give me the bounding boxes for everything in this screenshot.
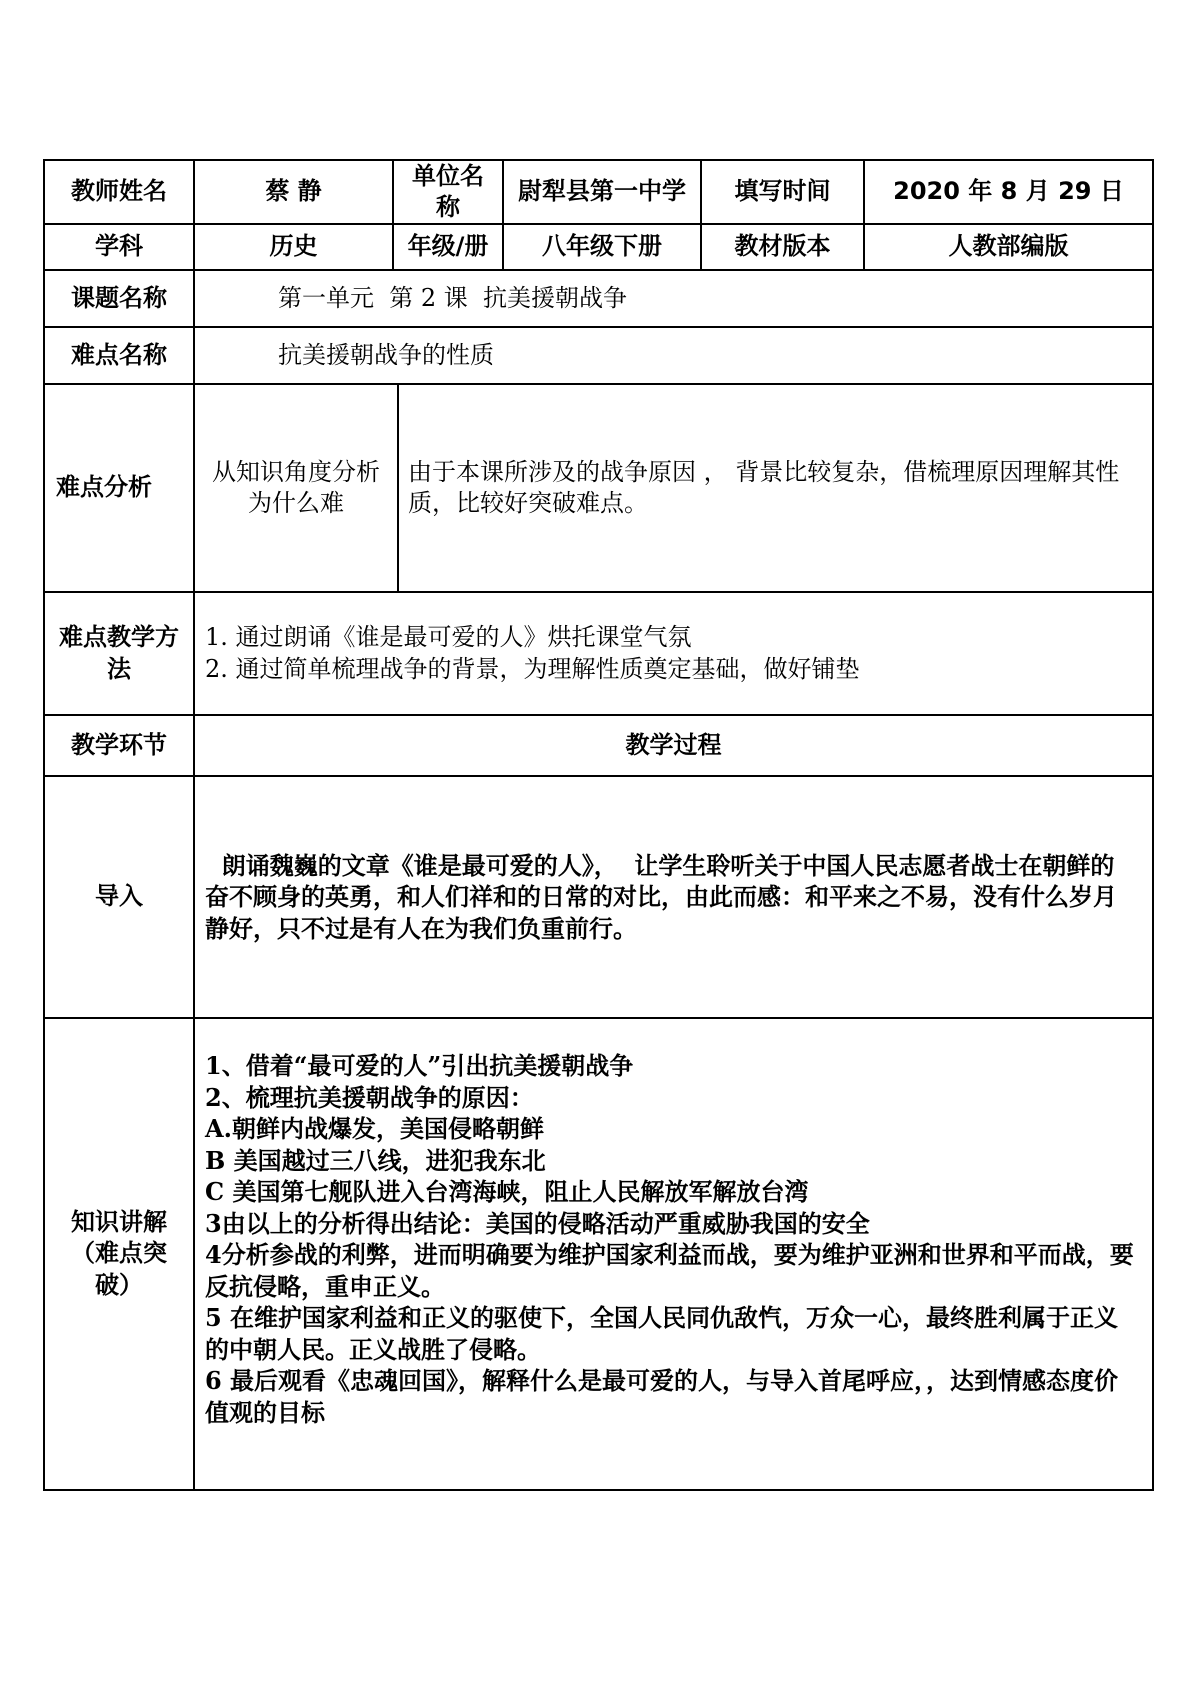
teacher-name-label: 教师姓名 [71,177,167,206]
teaching-method-label: 难点教学方法 [59,623,179,683]
introduction-cell [193,775,1154,1019]
difficulty-analysis-value: 由于本课所涉及的战争原因 ， 背景比较复杂，借梳理原因理解其性质，比较好突破难点。 [408,457,1120,517]
subject-label: 学科 [95,232,143,261]
list-item: 3由以上的分析得出结论：美国的侵略活动严重威胁我国的安全 [205,1208,870,1238]
grade-cell [502,223,702,271]
subject-value: 历史 [269,232,318,261]
unit-name-cell [502,159,702,225]
teaching-method-cell [193,591,1154,716]
difficulty-name-label-cell [43,326,195,385]
teacher-name-label-cell [43,159,195,225]
difficulty-name-value: 抗美援朝战争的性质 [278,340,494,369]
lesson-title-value: 第一单元 第 2 课 抗美援朝战争 [278,283,628,312]
lesson-title-label-cell [43,269,195,328]
teaching-stage-label-cell [43,714,195,777]
difficulty-perspective-cell [193,383,399,593]
teaching-process-header-cell [193,714,1154,777]
difficulty-name-label: 难点名称 [71,340,167,369]
subject-label-cell [43,223,195,271]
teaching-process-heading: 教学过程 [625,730,722,759]
subject-cell [193,223,394,271]
introduction-label: 导入 [95,882,143,911]
unit-name-label: 单位名称 [412,161,484,221]
grade-value: 八年级下册 [542,232,662,261]
list-item: B 美国越过三八线，进犯我东北 [205,1145,546,1175]
list-item: 4分析参战的利弊，进而明确要为维护国家利益而战，要为维护亚洲和世界和平而战，要反抗侵略，重申正义。 [205,1240,1134,1301]
teaching-method-list [205,622,1137,685]
knowledge-cell [193,1017,1154,1491]
fill-date-label: 填写时间 [734,177,831,206]
textbook-value: 人教部编版 [948,232,1069,261]
knowledge-list [205,1050,1137,1428]
list-item: 1、借着“最可爱的人”引出抗美援朝战争 [205,1051,634,1080]
knowledge-label: 知识讲解（难点突破） [71,1207,167,1299]
teaching-method-label-cell [43,591,195,716]
list-item: 6 最后观看《忠魂回国》，解释什么是最可爱的人，与导入首尾呼应，，达到情感态度价值观的目标 [205,1366,1119,1427]
unit-name-label-cell [392,159,504,225]
list-item: 2、梳理抗美援朝战争的原因： [205,1082,534,1112]
difficulty-analysis-label: 难点分析 [56,473,152,502]
list-item: 2. 通过简单梳理战争的背景，为理解性质奠定基础，做好铺垫 [205,654,860,683]
knowledge-label-cell [43,1017,195,1491]
fill-date-label-cell [700,159,865,225]
list-item: 1. 通过朗诵《谁是最可爱的人》烘托课堂气氛 [205,623,692,651]
grade-label: 年级/册 [407,232,489,261]
fill-date: 2020 年 8 月 29 日 [893,177,1124,206]
textbook-label: 教材版本 [734,232,831,261]
introduction-label-cell [43,775,195,1019]
fill-date-cell [863,159,1154,225]
textbook-cell [863,223,1154,271]
lesson-title-label: 课题名称 [71,283,167,312]
lesson-title-cell [193,269,1154,328]
list-item: C 美国第七舰队进入台湾海峡，阻止人民解放军解放台湾 [205,1177,809,1206]
teacher-name: 蔡 静 [265,177,322,206]
introduction-text: 朗诵魏巍的文章《谁是最可爱的人》， 让学生聆听关于中国人民志愿者战士在朝鲜的奋不顾身的英勇，和人们祥和的日常的对比，由此而感：和平来之不易，没有什么岁月静好，只不过是有人在为我们负重前行。 [205,850,1117,943]
difficulty-analysis-label-cell [43,383,195,593]
difficulty-name-cell [193,326,1154,385]
difficulty-perspective: 从知识角度分析为什么难 [212,457,380,517]
teacher-name-cell [193,159,394,225]
textbook-label-cell [700,223,865,271]
grade-label-cell [392,223,504,271]
difficulty-analysis-cell [397,383,1154,593]
unit-name: 尉犁县第一中学 [518,177,686,206]
list-item: 5 在维护国家利益和正义的驱使下，全国人民同仇敌忾，万众一心，最终胜利属于正义的中朝人民。正义战胜了侵略。 [205,1303,1119,1364]
list-item: A.朝鲜内战爆发，美国侵略朝鲜 [205,1114,544,1143]
teaching-stage-label: 教学环节 [71,730,167,759]
